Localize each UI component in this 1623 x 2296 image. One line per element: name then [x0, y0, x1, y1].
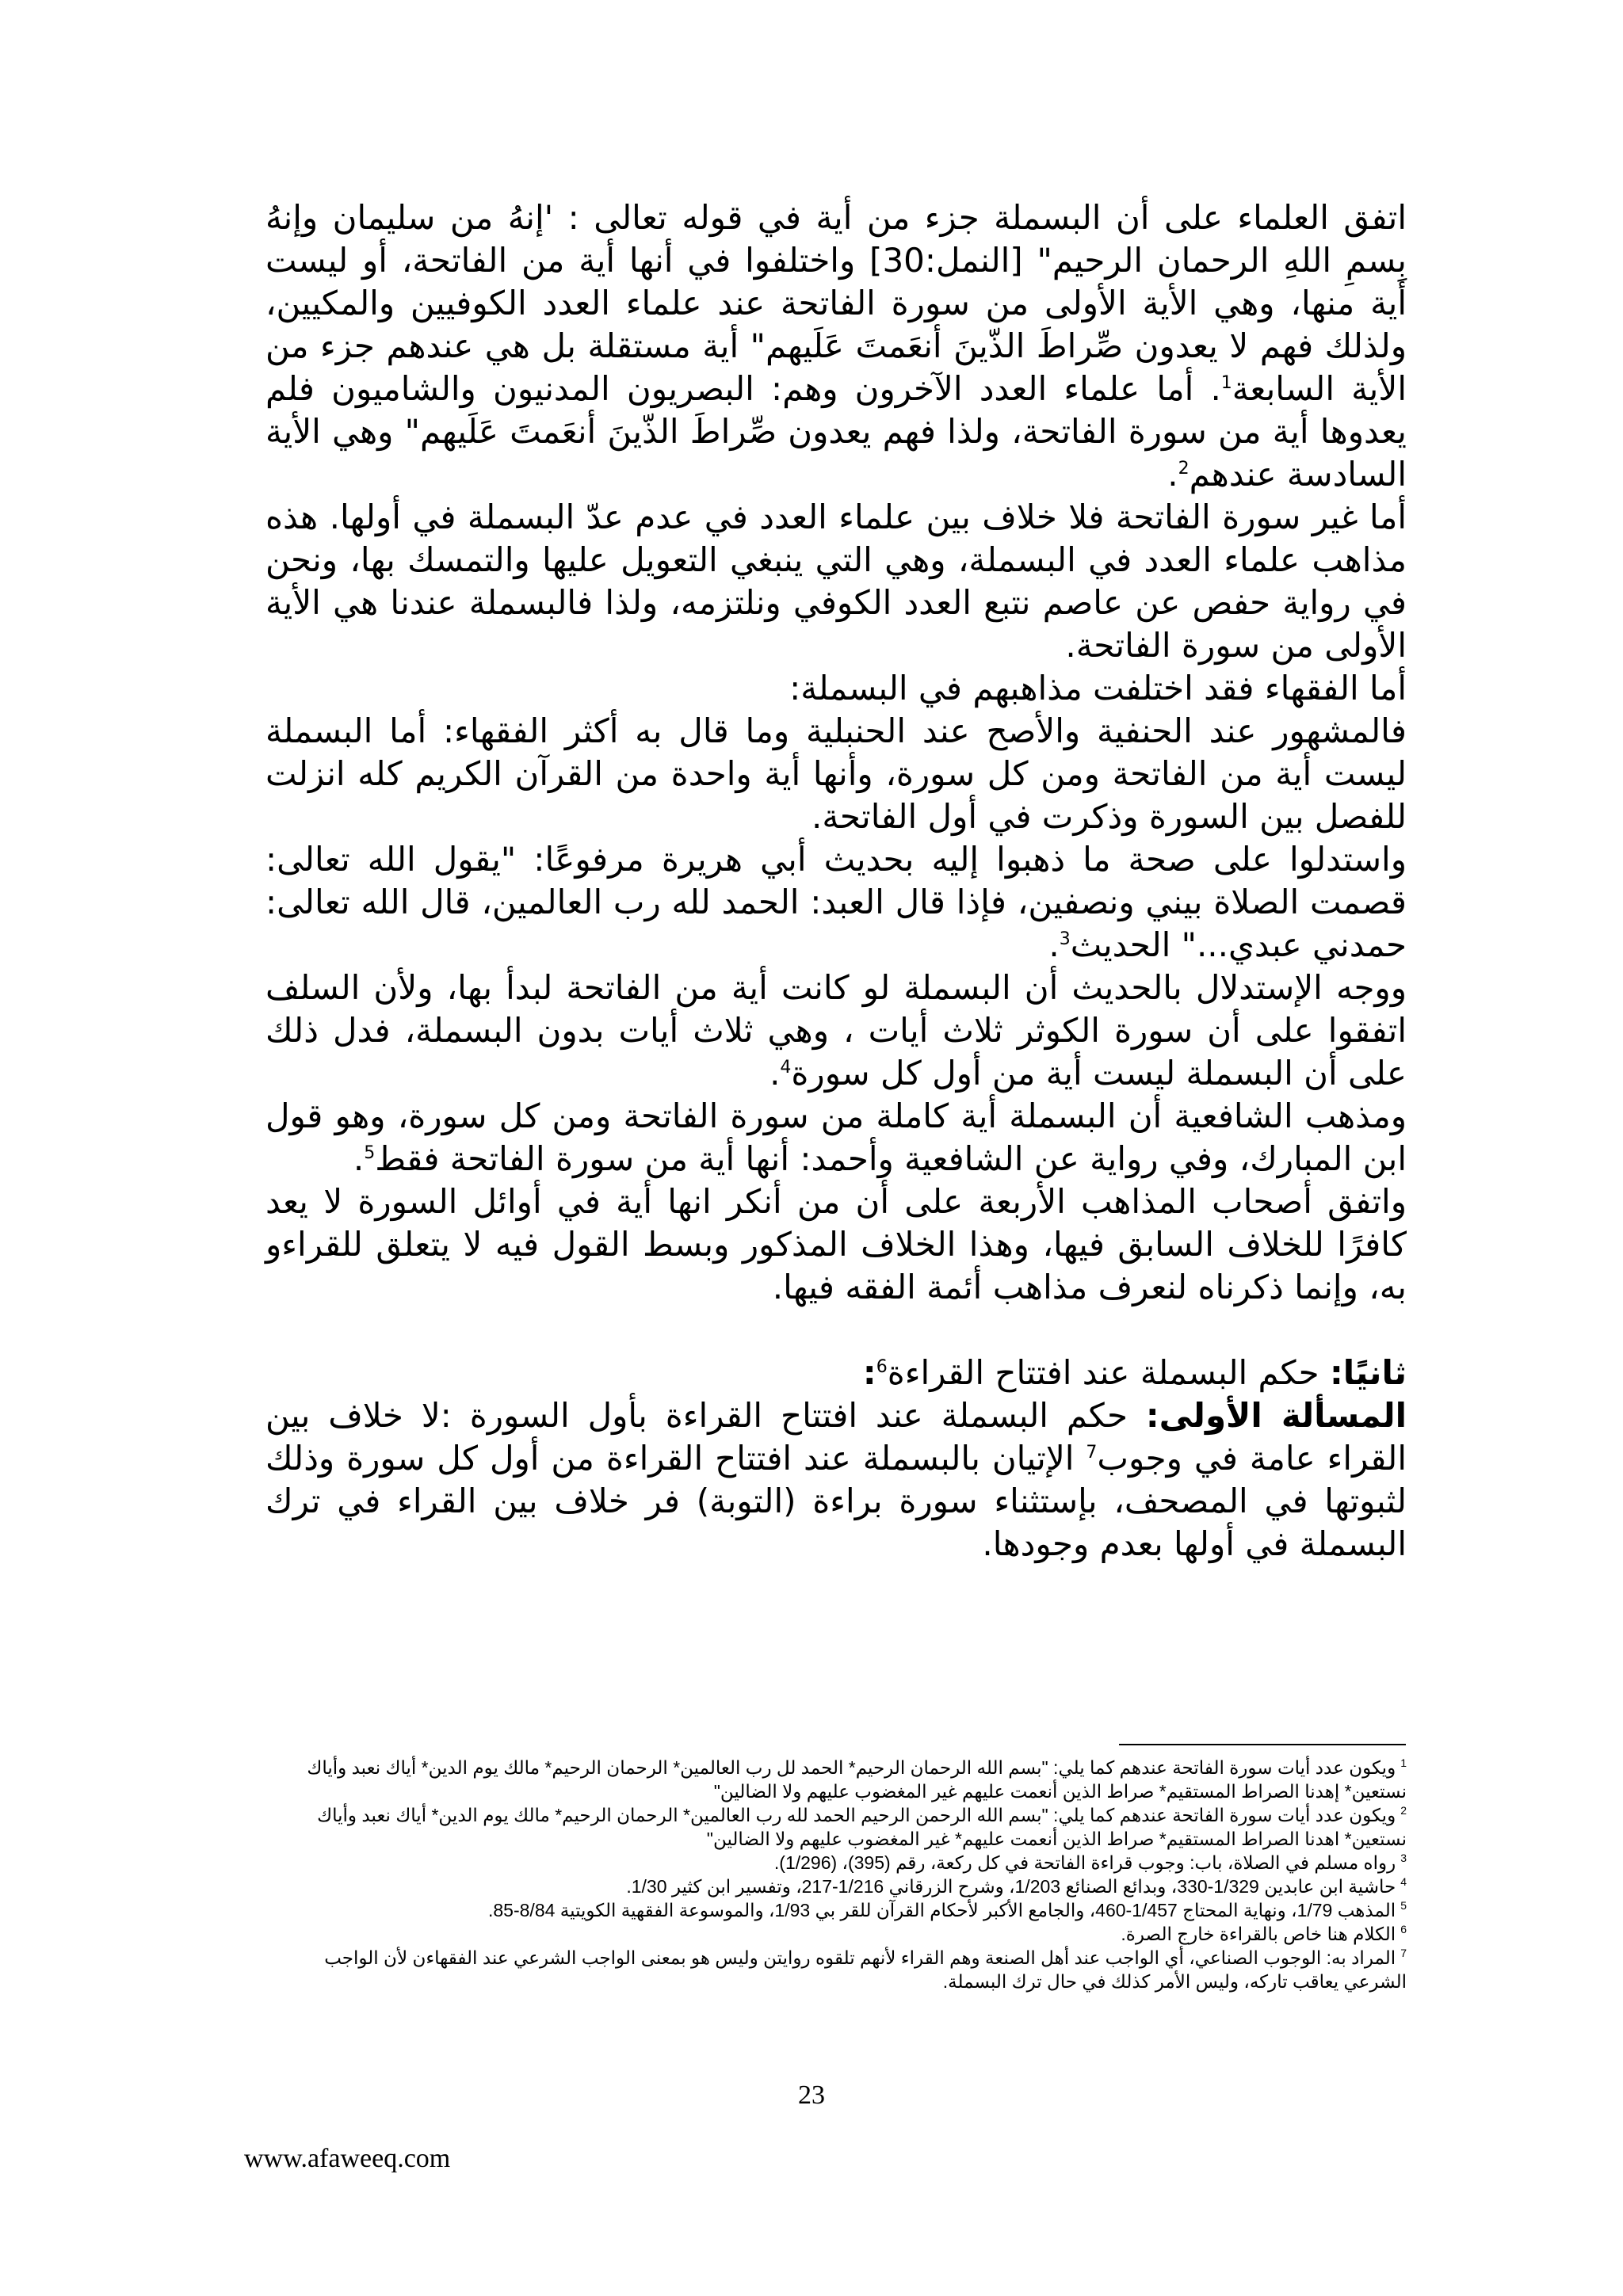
punctuation: .: [1167, 455, 1178, 494]
paragraph-text: اتفق العلماء على أن البسملة جزء من أية في قوله تعالى : 'إنهُ من سليمان وإنهُ بِسمِ اللهِ الرحمان الرحيم" [النمل:30] واختلفوا في أنها أية من الفاتحة، أو ليست أية منها، وهي الأية الأولى من سورة الفاتحة عند علماء العدد الكوفيين والمكيين، ولذلك فهم لا يعدون صِّراطَ الذّينَ أنعَمتَ عَلَيهم" أية مستقلة بل هي عندهم جزء من الأية السابعة: [265, 198, 1407, 408]
paragraph: أما الفقهاء فقد اختلفت مذاهبهم في البسملة:: [789, 669, 1407, 707]
footnote-ref[interactable]: 6: [876, 1357, 888, 1377]
footnote-number: 6: [1400, 1923, 1407, 1936]
footnote-number: 3: [1400, 1852, 1407, 1865]
page-number: 23: [798, 2081, 825, 2110]
footnote-text: المراد به: الوجوب الصناعي، أي الواجب عند أهل الصنعة وهم القراء لأنهم تلقوه روايتن وليس هو بمعنى الواجب الشرعي عند الفقهاءن لأن الواجب الشرعي يعاقب تاركه، وليس الأمر كذلك في حال ترك البسملة.: [324, 1947, 1407, 1992]
footnote-text: رواه مسلم في الصلاة، باب: وجوب قراءة الفاتحة في كل ركعة، رقم (395)، (1/296).: [773, 1852, 1396, 1873]
footnote-number: 1: [1400, 1756, 1407, 1770]
paragraph: أما غير سورة الفاتحة فلا خلاف بين علماء العدد في عدم عدّ البسملة في أولها. هذه مذاهب علماء العدد في البسملة، وهي التي ينبغي التعويل عليها والتمسك بها، ونحن في رواية حفص عن عاصم نتبع العدد الكوفي ونلتزمه، ولذا فالبسملة عندنا هي الأية الأولى من سورة الفاتحة.: [265, 498, 1407, 665]
footnote-divider: [1119, 1744, 1406, 1745]
punctuation: .: [353, 1139, 365, 1178]
paragraph-text: الإتيان بالبسملة عند افتتاح القراءة من أول كل سورة وذلك لثبوتها في المصحف، بإستثناء سورة براءة (التوبة) فر خلاف بين القراء في ترك البسملة في أولها بعدم وجودها.: [265, 1439, 1407, 1563]
paragraph: [265, 1095, 1407, 1180]
footnote: [265, 1756, 1407, 1803]
footnote-number: 7: [1400, 1947, 1407, 1960]
footnote-number: 4: [1400, 1875, 1407, 1889]
spacer: [265, 1309, 1407, 1352]
footnote: [265, 1875, 1407, 1898]
paragraph: [265, 1394, 1407, 1566]
footnote: [265, 1922, 1407, 1946]
punctuation: :: [862, 1353, 876, 1392]
footnote-text: المذهب 1/79، ونهاية المحتاج 1/457-460، والجامع الأكبر لأحكام القرآن للقر بي 1/93، والموسوعة الفقهية الكويتية 8/84-85.: [487, 1900, 1396, 1920]
footnote: [265, 1851, 1407, 1875]
footnote: [265, 1946, 1407, 1993]
footnote-number: 5: [1400, 1899, 1407, 1913]
footnote-text: الكلام هنا خاص بالقراءة خارج الصرة.: [1121, 1924, 1396, 1944]
question-label: المسألة الأولى:: [1145, 1396, 1407, 1435]
paragraph: واتفق أصحاب المذاهب الأربعة على أن من أنكر انها أية في أوائل السورة لا يعد كافرًا للخلاف السابق فيها، وهذا الخلاف المذكور وبسط القول فيه لا يتعلق للقراءو به، وإنما ذكرناه لنعرف مذاهب أئمة الفقه فيها.: [265, 1182, 1407, 1306]
footnote-ref[interactable]: 1: [1220, 373, 1232, 393]
footnote-number: 2: [1400, 1804, 1407, 1817]
punctuation: .: [769, 1054, 781, 1093]
footnotes: [265, 1756, 1407, 1993]
footnote-ref[interactable]: 3: [1059, 929, 1071, 949]
paragraph: فالمشهور عند الحنفية والأصح عند الحنبلية وما قال به أكثر الفقهاء: أما البسملة ليست أية من الفاتحة ومن كل سورة، وأنها أية واحدة من القرآن الكريم كله انزلت للفصل بين السورة وذكرت في أول الفاتحة.: [265, 711, 1407, 836]
website-url[interactable]: www.afaweeq.com: [244, 2144, 451, 2173]
heading-text: حكم البسملة عند افتتاح القراءة: [887, 1353, 1330, 1392]
paragraph: [265, 838, 1407, 967]
heading-label: ثانيًا:: [1329, 1353, 1407, 1392]
body-text: [265, 196, 1407, 1566]
paragraph: [265, 196, 1407, 496]
punctuation: .: [1048, 925, 1060, 964]
footnote-text: ويكون عدد أيات سورة الفاتحة عندهم كما يلي: "بسم الله الرحمان الرحيم* الحمد لل رب العالمين* الرحمان الرحيم* مالك يوم الدين* أياك نعبد وأياك نستعين* إهدنا الصراط المستقيم* صراط الذين أنعمت عليهم غير المغضوب عليهم ولا الضالين": [307, 1757, 1407, 1802]
paragraph-text: واستدلوا على صحة ما ذهبوا إليه بحديث أبي هريرة مرفوعًا: "يقول الله تعالى: قصمت الصلاة بيني ونصفين، فإذا قال العبد: الحمد لله رب العالمين، قال الله تعالى: حمدني عبدي..." الحديث: [265, 840, 1407, 964]
footnote-ref[interactable]: 7: [1086, 1443, 1098, 1463]
footnote-text: ويكون عدد أيات سورة الفاتحة عندهم كما يلي: "بسم الله الرحمن الرحيم الحمد لله رب العالمين* الرحمان الرحيم* مالك يوم الدين* أياك نعبد وأياك نستعين* اهدنا الصراط المستقيم* صراط الذين أنعمت عليهم* غير المغضوب عليهم ولا الضالين": [317, 1805, 1407, 1849]
paragraph: [265, 967, 1407, 1095]
footnote-ref[interactable]: 4: [780, 1058, 792, 1077]
footnote-text: حاشية ابن عابدين 1/329-330، وبدائع الصنائع 1/203، وشرح الزرقاني 1/216-217، وتفسير ابن كثير 1/30.: [626, 1876, 1396, 1897]
footnote: [265, 1803, 1407, 1851]
footnote-ref[interactable]: 2: [1178, 459, 1190, 479]
footnote: [265, 1898, 1407, 1922]
paragraph-text: ووجه الإستدلال بالحديث أن البسملة لو كانت أية من الفاتحة لبدأ بها، ولأن السلف اتفقوا على أن سورة الكوثر ثلاث أيات ، وهي ثلاث أيات بدون البسملة، فدل ذلك على أن البسملة ليست أية من أول كل سورة: [265, 968, 1407, 1093]
section-heading: [265, 1352, 1407, 1394]
paragraph-text: حكم البسملة عند افتتاح القراءة بأول السورة :لا خلاف بين القراء عامة في وجوب: [265, 1396, 1407, 1478]
paragraph-text: ومذهب الشافعية أن البسملة أية كاملة من سورة الفاتحة ومن كل سورة، وهو قول ابن المبارك، وفي رواية عن الشافعية وأحمد: أنها أية من سورة الفاتحة فقط: [265, 1097, 1407, 1178]
footnote-ref[interactable]: 5: [364, 1143, 376, 1163]
paragraph-text: . أما علماء العدد الآخرون وهم: البصريون المدنيون والشاميون فلم يعدوها أية من سورة الفاتحة، ولذا فهم يعدون صِّراطَ الذّينَ أنعَمتَ عَلَيهم" وهي الأية السادسة عندهم: [265, 369, 1407, 494]
